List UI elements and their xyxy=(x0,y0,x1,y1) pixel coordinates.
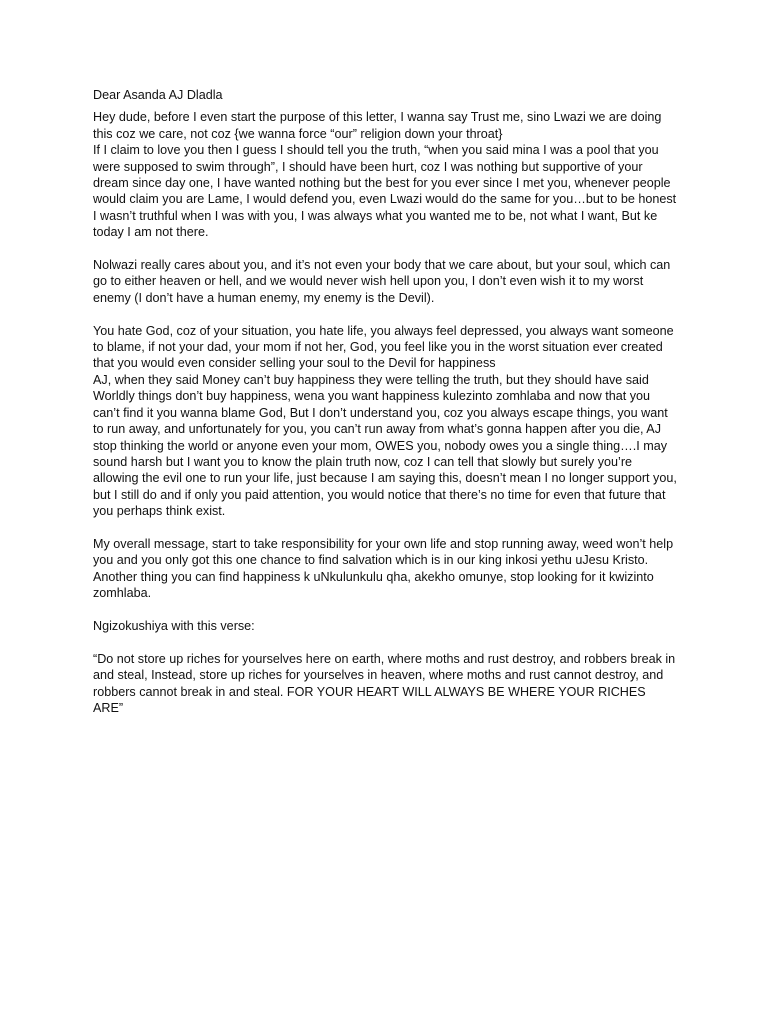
paragraph-gap xyxy=(93,241,678,257)
paragraph-verse-quote: “Do not store up riches for yourselves here on earth, where moths and rust destroy, and robbers break in and steal, Instead, store up riches for yourselves in heaven, where moths and rust cannot destroy, and robbers cannot break in and steal. FOR YOUR HEART WILL ALWAYS BE WHERE YOUR RICHES ARE” xyxy=(93,651,676,715)
paragraph-nolwazi: Nolwazi really cares about you, and it’s not even your body that we care about, but your soul, which can go to either heaven or hell, and we would never wish hell upon you, I don’t even wish it to my worst enemy (I don’t have a human enemy, my enemy is the Devil). xyxy=(93,258,671,305)
paragraph-hate-god: You hate God, coz of your situation, you hate life, you always feel depressed, you always want someone to blame, if not your dad, your mom if not her, God, you feel like you in the worst situation ever created that you would even consider selling your soul to the Devil for happiness AJ, when they said Money can’t buy happiness they were telling the truth, but they should have said Worldly things don’t buy happiness, wena you want happiness kulezinto zomhlaba and now that you can’t find it you wanna blame God, But I don’t understand you, coz you always escape things, you want to run away, and unfortunately for you, you can’t run away from what’s gonna happen after you die, AJ stop thinking the world or anyone even your mom, OWES you, nobody owes you a single thing….I may sound harsh but I want you to know the plain truth now, coz I can tell that slowly but surely you’re allowing the evil one to run your life, just because I am saying this, doesn’t mean I no longer support you, but I still do and if only you paid attention, you would notice that there’s no time for even that future that you perhaps think exist. xyxy=(93,323,677,519)
salutation: Dear Asanda AJ Dladla xyxy=(93,88,223,102)
paragraph-gap xyxy=(93,306,678,322)
paragraph-opening: Hey dude, before I even start the purpose of this letter, I wanna say Trust me, sino Lwazi we are doing this coz we care, not coz {we wanna force “our” religion down your throat} If I claim to love you then I guess I should tell you the truth, “when you said mina I was a pool that you were supposed to swim through”, I should have been hurt, coz I was nothing but supportive of your dream since day one, I have wanted nothing but the best for you ever since I met you, whenever people would claim you are Lame, I would defend you, even Lwazi would do the same for you…but to be honest I wasn’t truthful when I was with you, I was always what you wanted me to be, not what I want, But ke today I am not there. xyxy=(93,110,677,240)
paragraph-gap xyxy=(93,520,678,536)
paragraph-verse-intro: Ngizokushiya with this verse: xyxy=(93,618,255,633)
paragraph-overall-message: My overall message, start to take responsibility for your own life and stop running away, weed won’t help you and you only got this one chance to find salvation which is in our king inkosi yethu uJesu Kristo. Another thing you can find happiness k uNkulunkulu qha, akekho omunye, stop looking for it kwizinto zomhlaba. xyxy=(93,536,674,601)
paragraph-gap xyxy=(93,634,678,650)
letter-body xyxy=(93,87,678,716)
paragraph-gap xyxy=(93,602,678,618)
